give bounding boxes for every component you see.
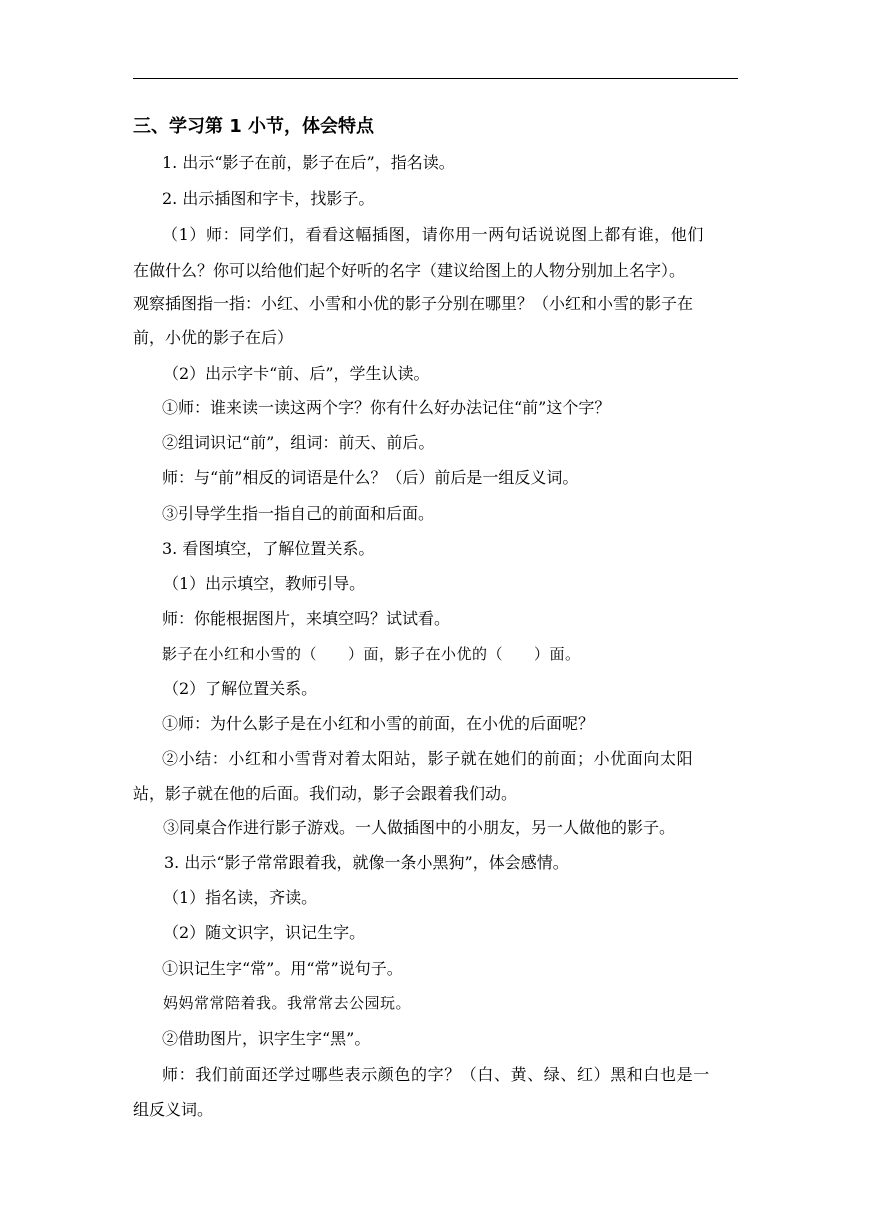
paragraph-line: 师：我们前面还学过哪些表示颜色的字？（白、黄、绿、红）黑和白也是一 — [162, 1065, 710, 1084]
paragraph-line: （1）指名读，齐读。 — [163, 888, 318, 907]
paragraph-line: 组反义词。 — [133, 1100, 214, 1119]
header-rule — [133, 78, 738, 79]
paragraph-line: 前，小优的影子在后） — [133, 328, 294, 347]
paragraph-line: ③同桌合作进行影子游戏。一人做插图中的小朋友，另一人做他的影子。 — [163, 818, 676, 837]
paragraph-line: （1）师：同学们，看看这幅插图，请你用一两句话说说图上都有谁，他们 — [162, 225, 704, 244]
paragraph-line: 在做什么？你可以给他们起个好听的名字（建议给图上的人物分别加上名字）。 — [133, 261, 686, 280]
paragraph-line: （2）出示字卡“前、后”，学生认读。 — [163, 364, 430, 383]
fill-blank-sentence: 影子在小红和小雪的（ ）面，影子在小优的（ ）面。 — [162, 645, 581, 663]
paragraph-line: ①识记生字“常”。用“常”说句子。 — [162, 959, 403, 978]
paragraph-line: ①师：谁来读一读这两个字？你有什么好办法记住“前”这个字？ — [162, 398, 611, 417]
paragraph-line: （1）出示填空，教师引导。 — [163, 574, 366, 593]
paragraph-line: 3. 出示“影子常常跟着我，就像一条小黑狗”，体会感情。 — [164, 853, 569, 872]
paragraph-line: ①师：为什么影子是在小红和小雪的前面，在小优的后面呢？ — [162, 714, 595, 733]
paragraph-line: （2）随文识字，识记生字。 — [163, 923, 366, 942]
paragraph-line: 师：与“前”相反的词语是什么？（后）前后是一组反义词。 — [162, 468, 579, 487]
paragraph-line: 1. 出示“影子在前，影子在后”，指名读。 — [162, 153, 455, 172]
paragraph-line: ②借助图片，识字生字“黑”。 — [162, 1029, 371, 1048]
paragraph-line: ②组词识记“前”，组词：前天、前后。 — [162, 433, 435, 452]
paragraph-line: ②小结：小红和小雪背对着太阳站，影子就在她们的前面；小优面向太阳 — [162, 749, 694, 768]
paragraph-line: ③引导学生指一指自己的前面和后面。 — [162, 504, 435, 523]
paragraph-line: （2）了解位置关系。 — [163, 679, 318, 698]
section-heading: 三、学习第 1 小节，体会特点 — [133, 116, 375, 137]
example-sentence: 妈妈常常陪着我。我常常去公园玩。 — [163, 994, 412, 1012]
paragraph-line: 2. 出示插图和字卡，找影子。 — [162, 189, 375, 208]
paragraph-line: 观察插图指一指：小红、小雪和小优的影子分别在哪里？（小红和小雪的影子在 — [133, 294, 694, 313]
paragraph-line: 师：你能根据图片，来填空吗？试试看。 — [162, 609, 451, 628]
paragraph-line: 3. 看图填空，了解位置关系。 — [162, 539, 375, 558]
paragraph-line: 站，影子就在他的后面。我们动，影子会跟着我们动。 — [133, 784, 518, 803]
